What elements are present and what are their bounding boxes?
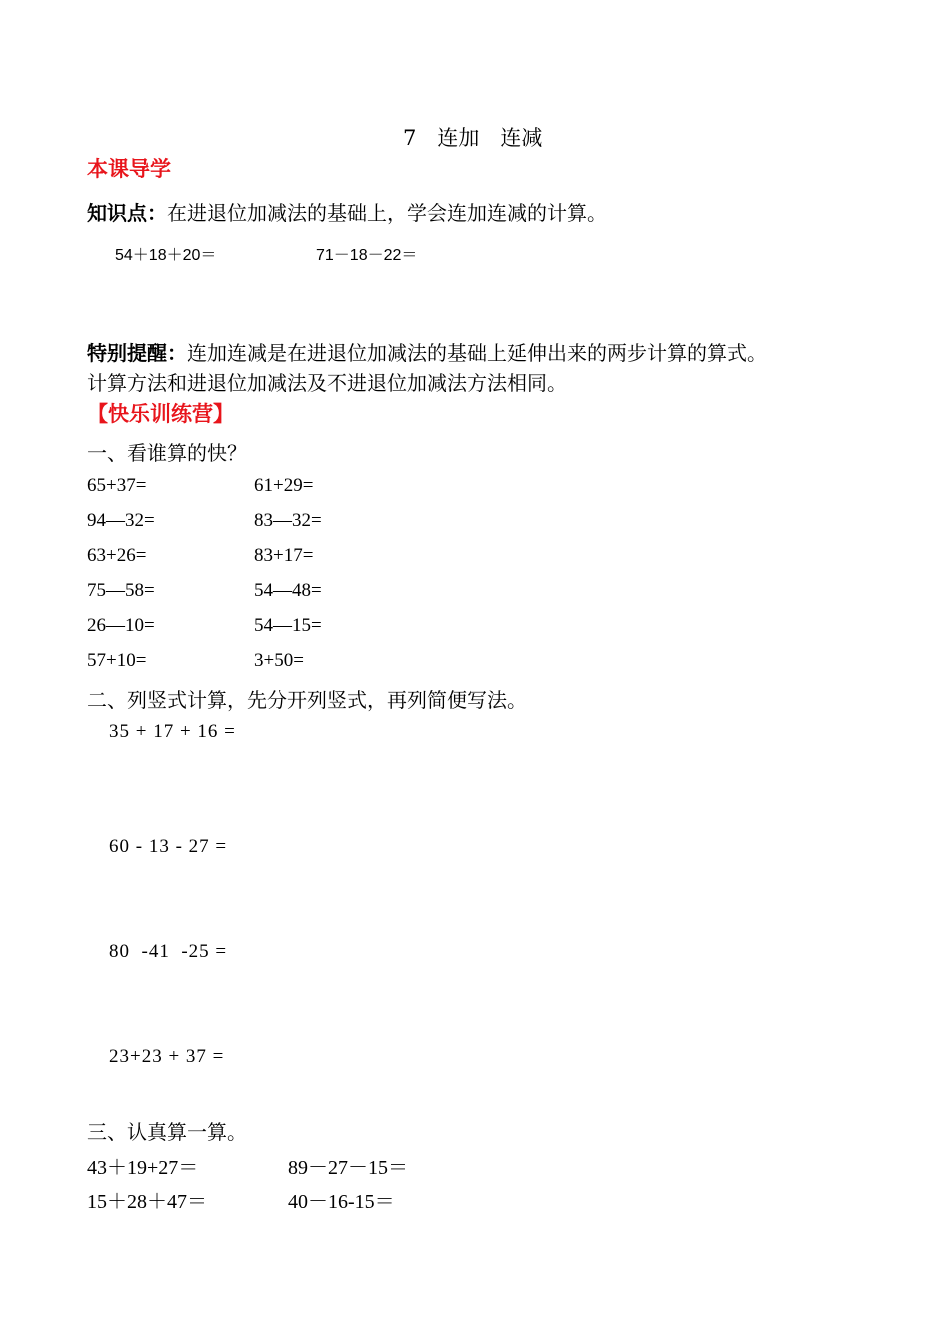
- reminder-label: 特别提醒：: [87, 341, 187, 365]
- s3-left-1: 43＋19+27＝: [87, 1157, 199, 1179]
- s1-left-4: 75—58=: [87, 580, 155, 601]
- s1-left-5: 26—10=: [87, 615, 155, 636]
- example-2: 71－18－22＝: [316, 247, 418, 264]
- s1-right-2: 83—32=: [254, 510, 322, 531]
- s1-right-3: 83+17=: [254, 545, 314, 566]
- knowledge-text: 在进退位加减法的基础上，学会连加连减的计算。: [167, 201, 607, 225]
- s3-left-2: 15＋28＋47＝: [87, 1191, 207, 1213]
- s1-right-1: 61+29=: [254, 475, 314, 496]
- reminder-text-1: 连加连减是在进退位加减法的基础上延伸出来的两步计算的算式。: [187, 341, 767, 365]
- section-1-title: 一、看谁算的快？: [87, 441, 247, 465]
- section-3-title: 三、认真算一算。: [87, 1120, 247, 1144]
- s1-right-6: 3+50=: [254, 650, 304, 671]
- s3-right-1: 89－27－15＝: [288, 1157, 408, 1179]
- reminder-line-2: 计算方法和进退位加减法及不进退位加减法方法相同。: [87, 371, 567, 395]
- s2-item-4: 23+23 + 37 =: [109, 1046, 225, 1067]
- lesson-title: 7 连加 连减: [403, 126, 543, 150]
- s2-item-3: 80 -41 -25 =: [109, 941, 228, 962]
- s1-left-6: 57+10=: [87, 650, 147, 671]
- section-2-title: 二、列竖式计算，先分开列竖式，再列简便写法。: [87, 688, 527, 712]
- s1-left-1: 65+37=: [87, 475, 147, 496]
- s2-item-2: 60 - 13 - 27 =: [109, 836, 228, 857]
- example-1: 54＋18＋20＝: [115, 247, 217, 264]
- s1-left-3: 63+26=: [87, 545, 147, 566]
- s1-right-5: 54—15=: [254, 615, 322, 636]
- s2-item-1: 35 + 17 + 16 =: [109, 721, 236, 742]
- s1-left-2: 94—32=: [87, 510, 155, 531]
- s1-right-4: 54—48=: [254, 580, 322, 601]
- reminder-line-1: [87, 337, 767, 366]
- camp-heading: 【快乐训练营】: [87, 402, 234, 426]
- knowledge-point: [87, 197, 607, 226]
- s3-right-2: 40－16-15＝: [288, 1191, 395, 1213]
- guide-heading: 本课导学: [87, 157, 171, 181]
- knowledge-label: 知识点：: [87, 201, 167, 225]
